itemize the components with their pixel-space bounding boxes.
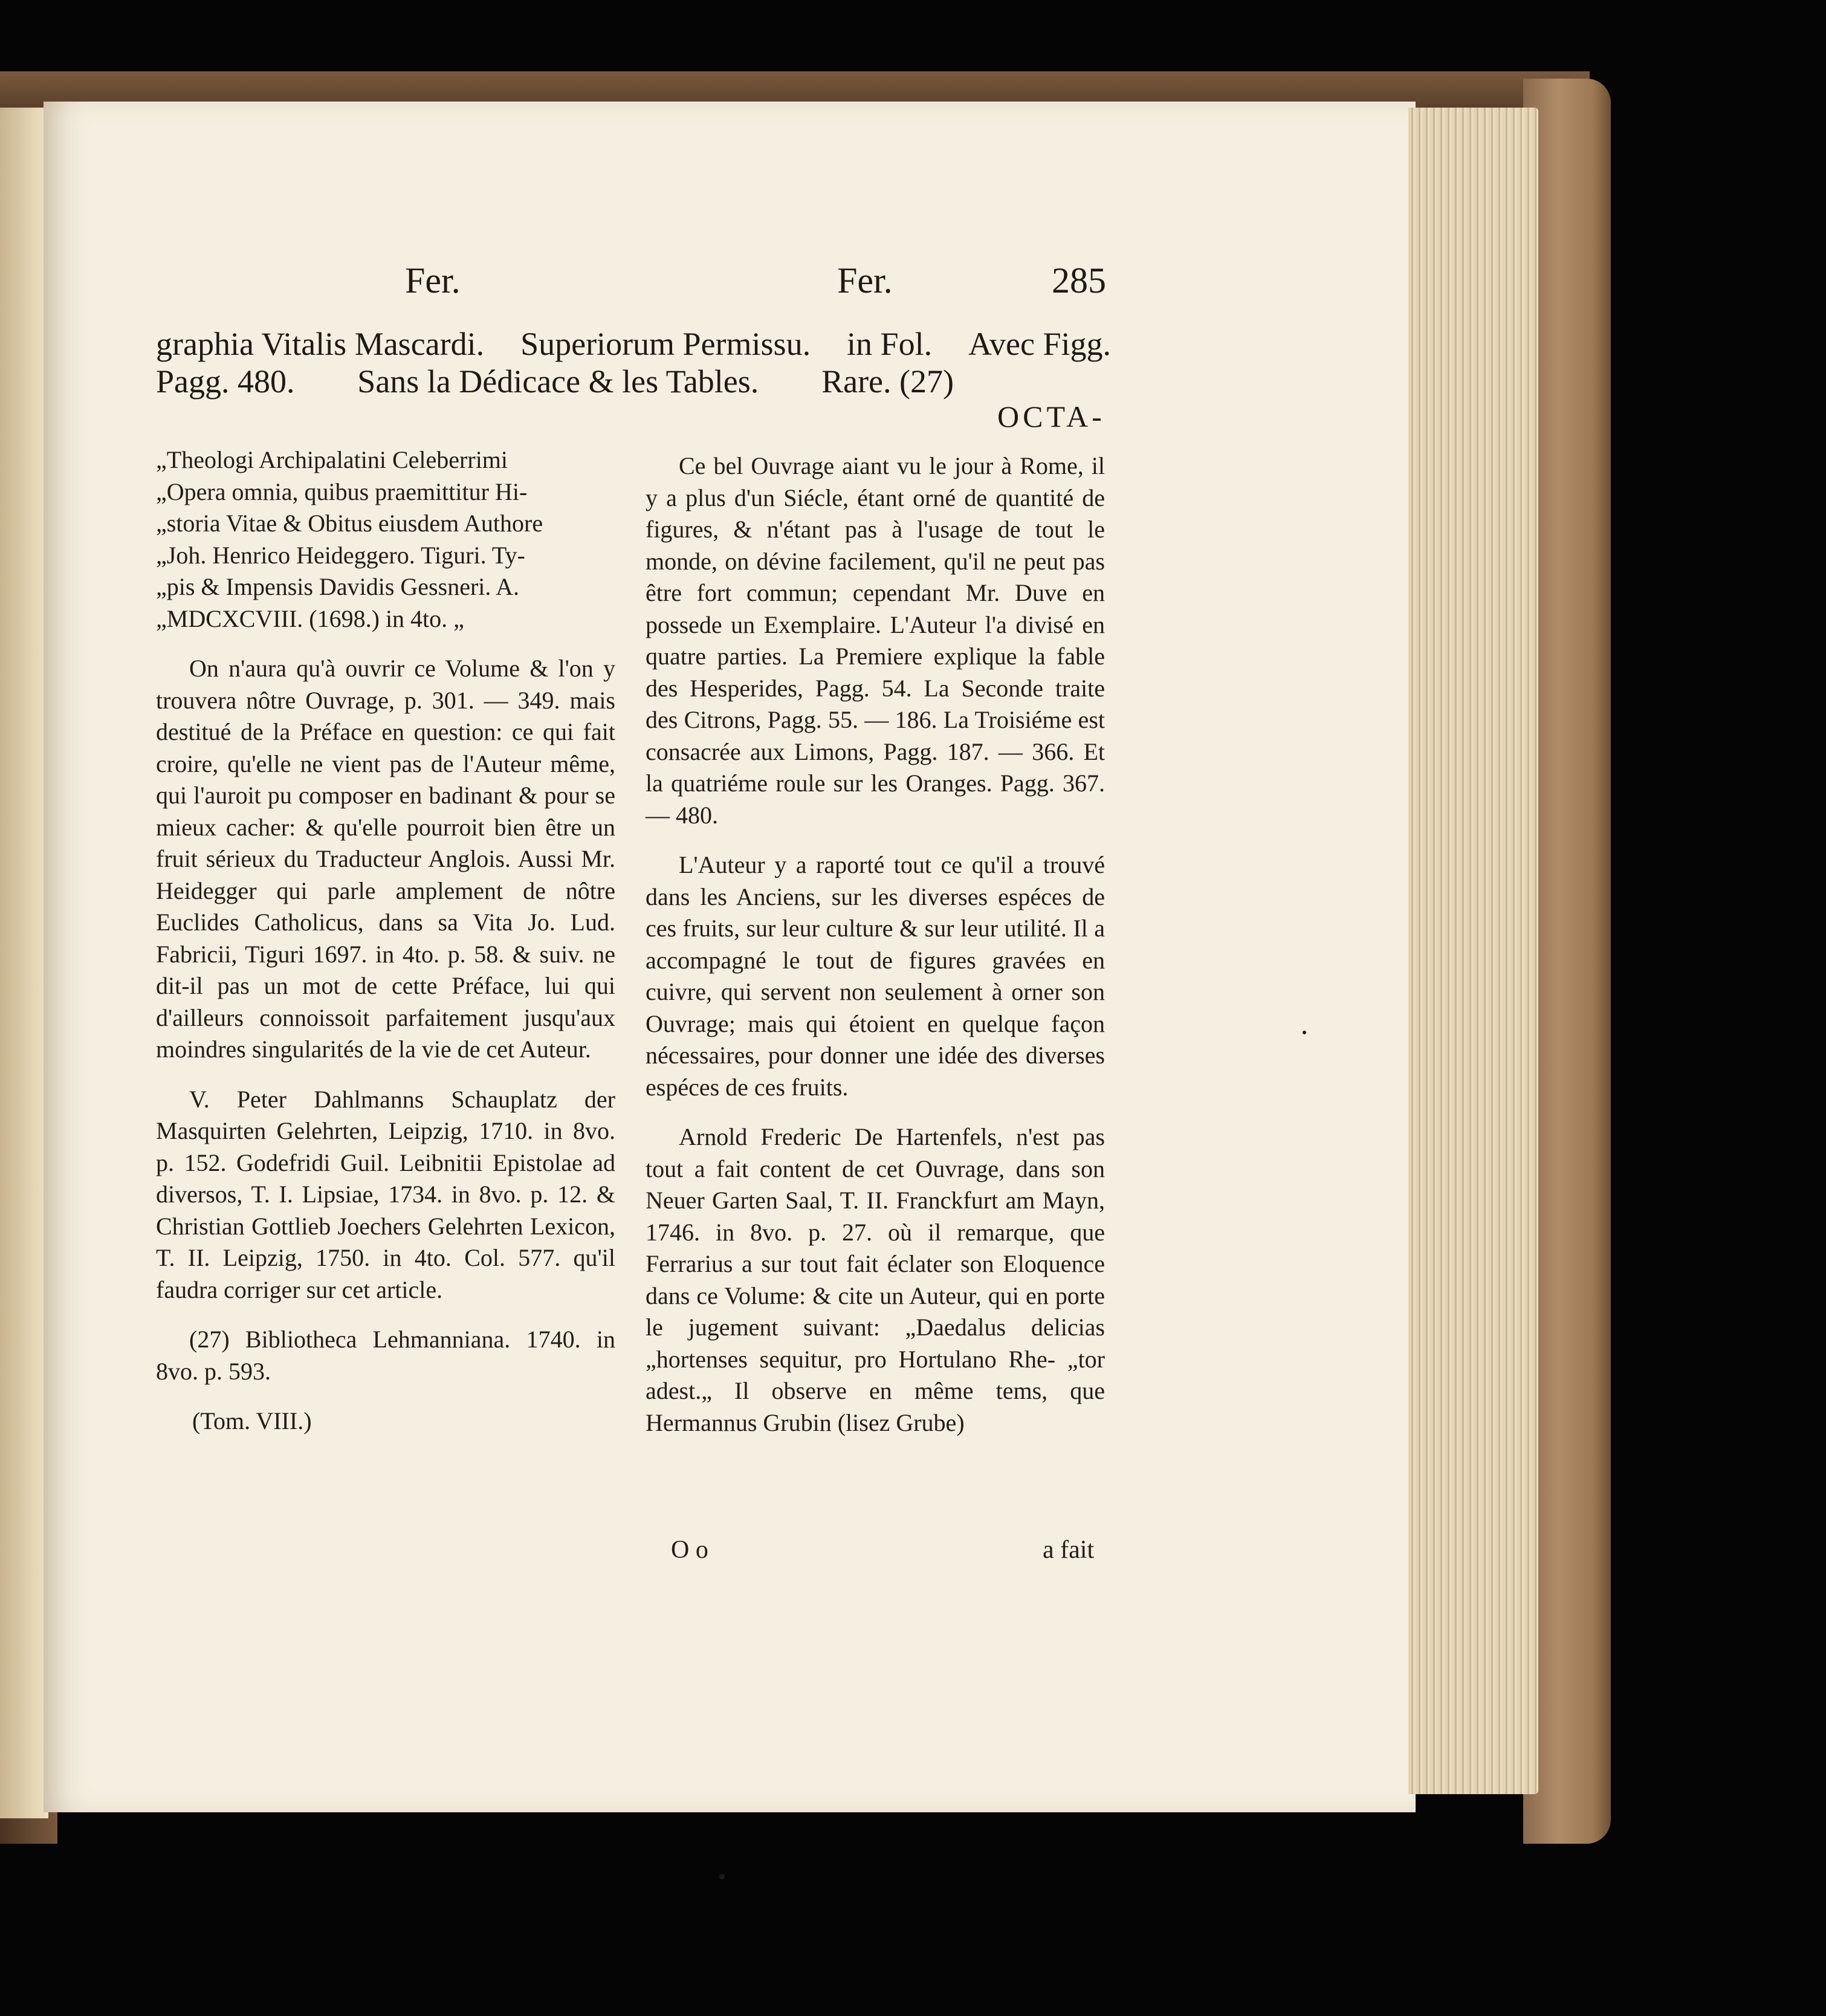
top-line-2-part: Sans la Dédicace & les Tables. <box>357 363 759 400</box>
running-head-center: Fer. <box>837 261 893 300</box>
quote-line: „pis & Impensis Davidis Gessneri. A. <box>156 573 520 600</box>
footnote-27: (27) Bibliotheca Lehmanniana. 1740. in 8vo. p. 593. <box>156 1326 615 1385</box>
right-paragraph-1: Ce bel Ouvrage aiant vu le jour à Rome, il y a plus d'un Siécle, étant orné de quantité de figures, & n'étant pas à l'usage de tout le monde, on dévine facilement, qu'il ne peut pas être fort commun; cependant Mr. Duve en possede un Exemplaire. L'Auteur l'a divisé en quatre parties. La Premiere explique la fable des Hesperides, Pagg. 54. La Seconde traite des Citrons, Pagg. 55. — 186. La Troisiéme est consacrée aux Limons, Pagg. 187. — 366. Et la quatriéme roule sur les Oranges. Pagg. 367. — 480. <box>646 452 1105 829</box>
top-line-1 <box>156 325 1111 363</box>
top-line-1-part: graphia Vitalis Mascardi. <box>156 326 485 362</box>
page-number: 285 <box>1052 261 1106 300</box>
left-column <box>156 444 615 1437</box>
running-head-left: Fer. <box>405 261 461 300</box>
right-paragraph-2: L'Auteur y a raporté tout ce qu'il a trouvé dans les Anciens, sur les diverses espéces de ces fruits, sur leur culture & sur leur utilité. Il a accompagné le tout de figures gravées en cuivre, qui servent non seulement à orner son Ouvrage; mais qui étoient en quelque façon nécessaires, pour donner une idée des diverses espéces de ces fruits. <box>646 851 1105 1101</box>
right-column <box>646 450 1105 1457</box>
quote-line: „storia Vitae & Obitus eiusdem Authore <box>156 510 543 537</box>
quote-line: „Joh. Henrico Heideggero. Tiguri. Ty- <box>156 541 525 569</box>
quote-line: „Opera omnia, quibus praemittitur Hi- <box>156 478 528 505</box>
left-paragraph-2: V. Peter Dahlmanns Schauplatz der Masquirten Gelehrten, Leipzig, 1710. in 8vo. p. 152. Godefridi Guil. Leibnitii Epistolae ad diversos, T. I. Lipsiae, 1734. in 8vo. p. 12. & Christian Gottlieb Joechers Gelehrten Lexicon, T. II. Leipzig, 1750. in 4to. Col. 577. qu'il faudra corriger sur cet article. <box>156 1085 615 1303</box>
tome-marker: (Tom. VIII.) <box>192 1407 312 1434</box>
top-line-1-part: in Fol. <box>847 326 933 362</box>
left-paragraph-1: On n'aura qu'à ouvrir ce Volume & l'on y trouvera nôtre Ouvrage, p. 301. — 349. mais destitué de la Préface en question: ce qui fait croire, qu'elle ne vient pas de l'Auteur même, qui l'auroit pu composer en badinant & pour se mieux cacher: & qu'elle pourroit bien être un fruit sérieux du Traducteur Anglois. Aussi Mr. Heidegger qui parle amplement de nôtre Euclides Catholicus, dans sa Vita Jo. Lud. Fabricii, Tiguri 1697. in 4to. p. 58. & suiv. ne dit-il pas un mot de cette Préface, lui qui d'ailleurs connoissoit parfaitement jusqu'aux moindres singularités de la vie de cet Auteur. <box>156 655 615 1063</box>
top-line-2-part: Pagg. 480. <box>156 363 295 400</box>
top-line-2 <box>156 363 954 400</box>
quote-line: „Theologi Archipalatini Celeberrimi <box>156 446 508 473</box>
ink-speck <box>719 1874 725 1879</box>
top-line-1-part: Superiorum Permissu. <box>520 326 811 362</box>
right-paragraph-3: Arnold Frederic De Hartenfels, n'est pas tout a fait content de cet Ouvrage, dans son Neuer Garten Saal, T. II. Franckfurt am Mayn, 1746. in 8vo. p. 27. où il remarque, que Ferrarius a sur tout fait éclater son Eloquence dans ce Volume: & cite un Auteur, qui en porte le jugement suivant: „Daedalus delicias „hortenses sequitur, pro Hortulano Rhe- „tor adest.„ Il observe en même tems, que Hermannus Grubin (lisez Grube) <box>646 1123 1105 1436</box>
left-page-edge <box>0 108 48 1818</box>
top-line-1-part: Avec Figg. <box>968 326 1111 362</box>
top-line-2-part: Rare. (27) <box>821 363 954 400</box>
quote-line: „MDCXCVIII. (1698.) in 4to. „ <box>156 604 464 632</box>
footer-catchword: a fait <box>1043 1536 1095 1564</box>
ink-speck <box>1303 1031 1306 1034</box>
signature-mark: O o <box>671 1536 708 1564</box>
page-block-edge <box>1408 108 1538 1794</box>
quotation-block <box>156 444 615 635</box>
catchword-octa: OCTA- <box>997 400 1106 433</box>
